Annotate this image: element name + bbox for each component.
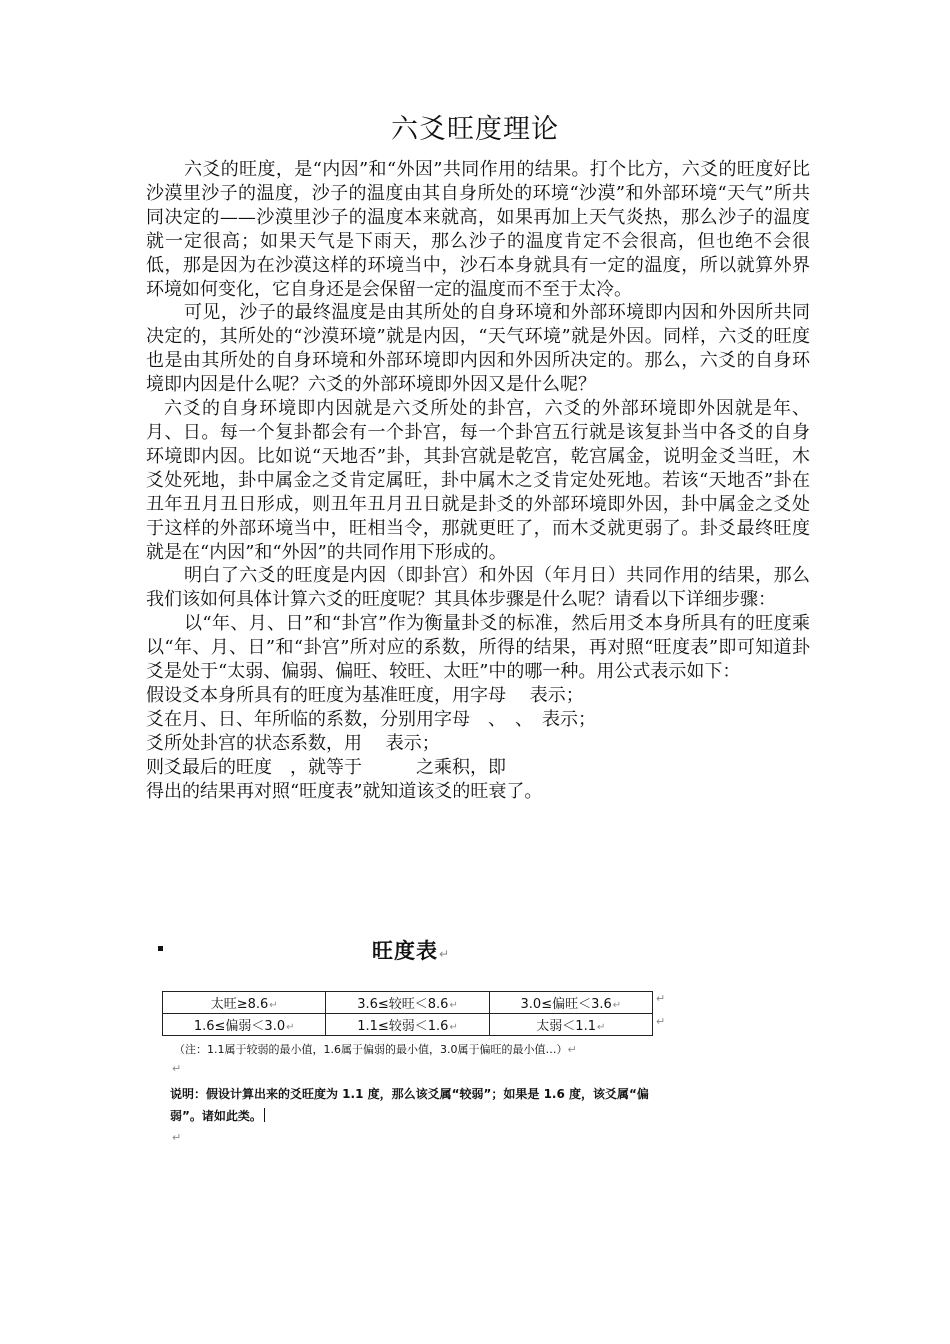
formula-line-3: 爻所处卦宫的状态系数，用 表示； — [146, 732, 440, 754]
paragraph-3: 六爻的自身环境即内因就是六爻所处的卦宫，六爻的外部环境即外因就是年、月、日。每一个复卦都会有一个卦宫，每一个卦宫五行就是该复卦当中各爻的自身环境即内因。比如说“天地否”卦，其卦宫就是乾宫，乾宫属金，说明金爻当旺，木爻处死地，卦中属金之爻肯定属旺，卦中属木之爻肯定处死地。若该“天地否”卦在丑年丑月丑日形成，则丑年丑月丑日就是卦爻的外部环境即外因，卦中属金之爻处于这样的外部环境当中，旺相当令，那就更旺了，而木爻就更弱了。卦爻最终旺度就是在“内因”和“外因”的共同作用下形成的。 — [146, 398, 810, 563]
formula-line-4: 则爻最后的旺度 ，就等于 之乘积，即 — [146, 756, 506, 778]
row-end-mark-icon: ↵ — [656, 1015, 666, 1028]
formula-line-1: 假设爻本身所具有的旺度为基准旺度，用字母 表示； — [146, 684, 584, 706]
cell-end-mark-icon: ↵ — [596, 1022, 606, 1033]
formula-line-2: 爻在月、日、年所临的系数，分别用字母 、 、 表示； — [146, 708, 596, 730]
cell-text: 1.6≤偏弱＜3.0 — [193, 1019, 286, 1034]
paragraph-4: 明白了六爻的旺度是内因（即卦宫）和外因（年月日）共同作用的结果，那么我们该如何具体计算六爻的旺度呢？其具体步骤是什么呢？请看以下详细步骤： — [146, 565, 810, 611]
table-cell — [163, 992, 326, 1014]
cell-text: 太旺≥8.6 — [210, 997, 269, 1012]
cell-end-mark-icon: ↵ — [449, 1022, 458, 1033]
table-cell — [326, 1014, 489, 1036]
empty-paragraph-mark-icon: ↵ — [172, 1131, 182, 1144]
table-explanation-text: 说明：假设计算出来的爻旺度为 1.1 度，那么该爻属“较弱”；如果是 1.6 度，该爻属“偏弱”。诸如此类。 — [170, 1087, 649, 1123]
cell-text: 3.6≤较旺＜8.6 — [357, 997, 449, 1012]
cell-end-mark-icon: ↵ — [449, 1000, 458, 1011]
table-note — [174, 1042, 577, 1058]
paragraph-5: 以“年、月、日”和“卦宫”作为衡量卦爻的标准，然后用爻本身所具有的旺度乘以“年、月、日”和“卦宫”所对应的系数，所得的结果，再对照“旺度表”即可知道卦爻是处于“太弱、偏弱、偏旺、较旺、太旺”中的哪一种。用公式表示如下： — [146, 613, 810, 683]
empty-paragraph-mark-icon: ↵ — [172, 1062, 182, 1075]
text-cursor — [264, 1108, 265, 1122]
table-cell — [489, 992, 652, 1014]
formula-line-5: 得出的结果再对照“旺度表”就知道该爻的旺衰了。 — [146, 780, 543, 802]
cell-text: 3.0≤偏旺＜3.6 — [520, 997, 612, 1012]
table-note-text: （注：1.1属于较弱的最小值，1.6属于偏弱的最小值，3.0属于偏旺的最小值…） — [174, 1043, 568, 1056]
table-title-text: 旺度表 — [372, 939, 438, 963]
cell-end-mark-icon: ↵ — [286, 1022, 295, 1033]
row-end-mark-icon: ↵ — [656, 992, 666, 1005]
table-cell — [326, 992, 489, 1014]
document-title: 六爻旺度理论 — [391, 114, 559, 145]
paragraph-2: 可见，沙子的最终温度是由其所处的自身环境和外部环境即内因和外因所共同决定的，其所处的“沙漠环境”就是内因，“天气环境”就是外因。同样，六爻的旺度也是由其所处的自身环境和外部环境即内因和外因所决定的。那么，六爻的自身环境即内因是什么呢？六爻的外部环境即外因又是什么呢？ — [146, 302, 810, 396]
cell-end-mark-icon: ↵ — [612, 1000, 622, 1011]
bullet-icon — [158, 946, 163, 951]
table-cell — [489, 1014, 652, 1036]
cell-end-mark-icon: ↵ — [269, 1000, 278, 1011]
wangdu-table — [162, 991, 653, 1036]
table-row — [163, 1014, 653, 1036]
table-cell — [163, 1014, 326, 1036]
table-row — [163, 992, 653, 1014]
table-title — [372, 937, 450, 968]
table-explanation — [170, 1083, 650, 1127]
paragraph-1: 六爻的旺度，是“内因”和“外因”共同作用的结果。打个比方，六爻的旺度好比沙漠里沙子的温度，沙子的温度由其自身所处的环境“沙漠”和外部环境“天气”所共同决定的——沙漠里沙子的温度本来就高，如果再加上天气炎热，那么沙子的温度就一定很高；如果天气是下雨天，那么沙子的温度肯定不会很高，但也绝不会很低，那是因为在沙漠这样的环境当中，沙石本身就具有一定的温度，所以就算外界环境如何变化，它自身还是会保留一定的温度而不至于太冷。 — [146, 159, 810, 300]
cell-text: 太弱＜1.1 — [536, 1019, 596, 1034]
cell-text: 1.1≤较弱＜1.6 — [357, 1019, 449, 1034]
paragraph-mark-icon: ↵ — [439, 947, 451, 961]
paragraph-mark-icon: ↵ — [567, 1043, 577, 1056]
